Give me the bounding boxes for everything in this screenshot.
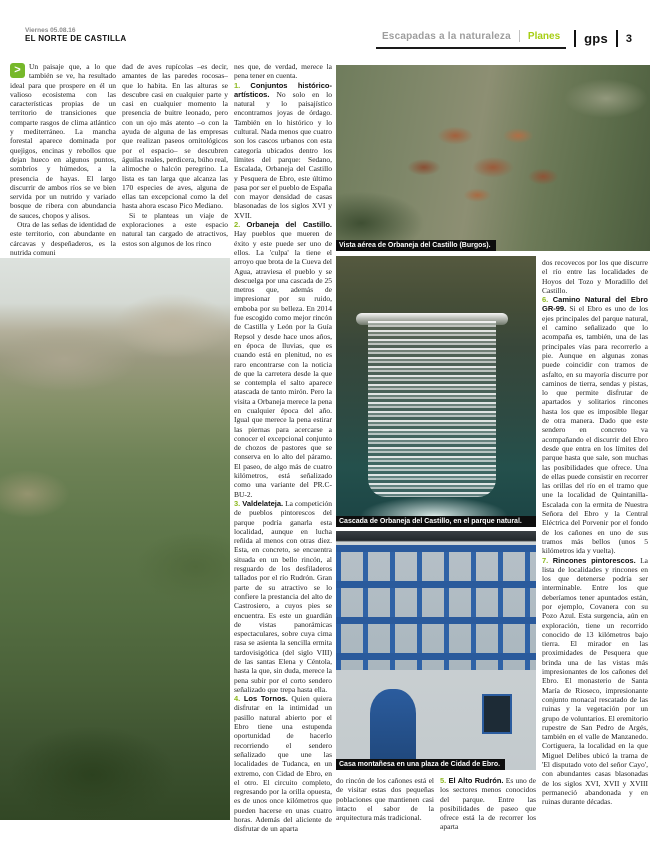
item-number: 7.: [542, 555, 549, 565]
photo-caption: Cascada de Orbaneja del Castillo, en el parque natural.: [336, 516, 536, 527]
paragraph-text: Un paisaje que, a lo que también se ve, ha resultado ideal para que prospere en él un valioso ecosistema con las características propias de un territorio de transiciones que comparte rasgos de clima atlántico y mediterráneo. La mancha forestal aparece dominada por quejigos, encinas y rebollos que dejan hueco en algunos puntos, sombríos y húmedos, a la presencia de hayas. El largo discurrir de ambos ríos se ve bien servida por un nutrido y variado bosque de ribera con abundancia de sauces, chopos y alisos.: [10, 62, 116, 220]
list-item-5: [440, 776, 536, 832]
subsection-label: Planes: [527, 30, 561, 42]
waterfall-streams: [368, 321, 496, 497]
text-column-right: [542, 258, 648, 834]
aerial-village-photo: [336, 65, 650, 251]
item-number: 4.: [234, 694, 241, 704]
divider: [616, 30, 618, 47]
house-door: [370, 689, 416, 770]
body-paragraph: [336, 776, 434, 822]
section-group: [376, 28, 566, 49]
item-body: Es uno de los sectores menos conocidos del parque. Entre las posibilidades de paseo que ofrece está la de recorrer los aparta: [440, 776, 536, 832]
issue-date: Viernes 05.08.16: [25, 27, 76, 34]
page-number: 3: [625, 32, 632, 45]
list-item-3: [234, 499, 332, 694]
body-paragraph: [10, 220, 116, 257]
bottom-strip-column-a: [336, 776, 434, 832]
section-nav: [376, 28, 632, 49]
newspaper-title: EL NORTE DE CASTILLA: [25, 34, 127, 44]
item-body: Si el Ebro es uno de los ejes principales del parque natural, el camino señalizado que lo acompaña es, también, una de las principales vías para recorrerlo a pie. Aunque en algunas zonas puede coincidir con tramos de asfalto, en su mayoría discurre por caminos de tierra, sendas y pistas, lo que permite disfrutar de apartados y solitarios rincones hasta los que es imposible llegar de otra manera. Dado que este sendero en concreto va acompañando el discurrir del Ebro desde que entra en los límites del parque hasta que sale, son muchas las posibilidades que ofrece. Una de ellas puede consistir en recorrer las orillas del río en el tramo que une la localidad de Quintanilla-Escalada con la ermita de Nuestra Señora del Ebro y la Central Eléctrica del Porvenir por el fondo de los cañones en uno de sus tramos más bellos (unos 5 kilómetros ida y vuelta).: [542, 304, 648, 556]
body-paragraph: [234, 62, 332, 81]
body-paragraph: [122, 211, 228, 248]
item-title: Valdelateja.: [242, 498, 284, 508]
blue-house-photo: [336, 531, 536, 770]
text-column-2: [122, 62, 228, 258]
list-item-1: [234, 81, 332, 220]
item-number: 3.: [234, 498, 241, 508]
masthead: [25, 27, 126, 44]
item-number: 5.: [440, 776, 447, 785]
paragraph-text: dad de aves rupícolas –es decir, amantes de las paredes rocosas– que lo habita. En las alturas se descubre casi en cualquier parte y casi en cualquier momento la presencia de buitre leonado, pero con un ojo más atento –o con la ayuda de alguna de las empresas que realizan paseos ornitológicos por el espacio– se descubren águilas reales, perdicera, búho real, alimoche o halcón peregrino. La lista es tan larga que alcanza las 170 especies de aves, alguna de ellas tan excepcional como la del hasta ahora escaso Pico Mediano.: [122, 62, 228, 211]
gps-brand: gps: [584, 31, 608, 46]
item-body: No solo en lo natural y lo paisajístico encontramos joyas de órdago. También en lo histórico y lo cultural. Nada menos que cuatro son los cascos urbanos con esta categoría ubicados dentro los límites del parque: Sedano, Escalada, Orbaneja del Castillo y Pesquera de Ebro, este último pasa por ser el pueblo de España con mayor densidad de casas blasonadas de los siglos XVI y XVII.: [234, 89, 332, 220]
body-paragraph: [542, 258, 648, 295]
paragraph-text: Si te planteas un viaje de exploraciones a este espacio natural tan cargado de atractivos, estos son algunos de los rinco: [122, 210, 228, 248]
canyon-landscape-photo: [0, 258, 230, 820]
list-item-7: [542, 556, 648, 807]
continuation-arrow-icon: >: [10, 63, 25, 78]
item-body: La competición de pueblos pintorescos del parque podría ganarla esta localidad, aunque en lucha reñida al menos con otras diez. Esta, en concreto, se encuentra situada en un bello rincón, al resguardo de los desfiladeros tallados por el río Rudrón. Gran parte de su atractivo se lo confiere la prestancia del alto de Castrosiero, a cuyos pies se encuentra. Es este un guardián de vistas panorámicas espectaculares, sobre cuya cima rasa se asienta la sencilla ermita tardovisigótica (del siglo VIII) de las santas Elena y Céntola, hasta la que, sin duda, merece la pena subir por el corto sendero señalizado que trepa hasta ella.: [234, 498, 332, 694]
house-window: [482, 694, 512, 734]
divider: [519, 30, 520, 42]
waterfall-photo: [336, 256, 536, 527]
photo-caption: Casa montañesa en una plaza de Cidad de Ebro.: [336, 759, 505, 770]
item-body: Quien quiera disfrutar en la intimidad un pasillo natural abierto por el Ebro tiene una estupenda oportunidad de hacerlo recorriendo el sendero señalizado que une las localidades de Tudanca, en un extremo, con Cidad de Ebro, en el otro. El circuito completo, regresando por la orilla opuesta, es de unos once kilómetros que pueden hacerse en unas cuatro horas. Además del aliciente de disfrutar de un aparta: [234, 694, 332, 834]
paragraph-text: nes que, de verdad, merece la pena tener en cuenta.: [234, 62, 332, 81]
item-title: Los Tornos.: [243, 694, 288, 704]
item-number: 2.: [234, 220, 241, 230]
item-title: Orbaneja del Castillo.: [246, 220, 332, 230]
body-paragraph: [10, 62, 116, 220]
waterfall-foam: [352, 490, 516, 516]
paragraph-text: dos recovecos por los que discurre el río entre las localidades de Hoyos del Tozo y Moradillo del Castillo.: [542, 258, 648, 295]
bottom-strip-column-b: [440, 776, 536, 832]
photo-caption: Vista aérea de Orbaneja del Castillo (Burgos).: [336, 240, 496, 251]
divider: [574, 30, 576, 47]
item-body: La lista de localidades y rincones en los que detenerse podría ser interminable. Entre los que deberíamos tener apuntados están, por ejemplo, Covanera con su Pozo Azul. Esta surgencia, aún en exploración, tiene un recorrido conocido de 13 kilómetros bajo tierra. El mirador en las proximidades de Pesquera que brinda una de las vistas más impresionantes de los cañones del Ebro. El monasterio de Santa María de Rioseco, impresionante conjunto monacal rescatado de las ruinas y la vegetación por un grupo de voluntarios. El eremitorio rupestre de San Pedro de Argés, también en el valle de Manzanedo. Cortiguera, la localidad en la que Miguel Delibes ubicó la trama de 'El disputado voto del señor Cayo', con abundantes casas blasonadas de los siglos XVI, XVII y XVIII permaneció abandonada y en ruinas durante décadas.: [542, 555, 648, 807]
list-item-6: [542, 295, 648, 555]
section-label: Escapadas a la naturaleza: [381, 30, 511, 42]
paragraph-text: do rincón de los cañones está el de visitar estas dos pequeñas poblaciones que mantienen casi intacto el sabor de la arquitectura más tradicional.: [336, 776, 434, 823]
item-title: Rincones pintorescos.: [552, 555, 636, 565]
list-item-2: [234, 220, 332, 499]
house-balcony: [336, 545, 536, 669]
item-body: Hay pueblos que mueren de éxito y este puede ser uno de ellos. La 'culpa' la tiene el arroyo que brota de la Cueva del Agua, atraviesa el pueblo y se descuelga por una cascada de 25 metros que, además de impresionar por su ruido, emboba por su belleza. En 2014 fue escogido como mejor rincón de Castilla y León por la Guía Repsol y desde hace unos años, en época de lluvias, que es cuando está en plenitud, no es raro encontrarse con la noticia de que la carretera desde la que se contempla el salto aparece atascada de tanto mirón. Pero la visita a Orbaneja merece la pena en cualquier época del año. Igual que merece la pena estirar las piernas para acercarse a conocer el excepcional conjunto de chozos de pastores que se conserva en lo alto del páramo. El paseo, de algo más de cuatro kilómetros, está señalizado como una variante del PR.C-BU-2.: [234, 229, 332, 499]
text-column-3: [234, 62, 332, 848]
item-title: El Alto Rudrón.: [448, 776, 504, 785]
body-paragraph: [122, 62, 228, 211]
text-column-1: [10, 62, 116, 258]
item-number: 1.: [234, 80, 241, 90]
paragraph-text: Otra de las señas de identidad de este territorio, con abundante en cárcavas y despeñaderos, es la nutrida comuni: [10, 220, 116, 257]
item-title: Camino Natural del Ebro GR-99.: [542, 295, 648, 314]
list-item-4: [234, 694, 332, 833]
item-title: Conjuntos histórico-artísticos.: [234, 80, 332, 99]
item-number: 6.: [542, 295, 549, 305]
